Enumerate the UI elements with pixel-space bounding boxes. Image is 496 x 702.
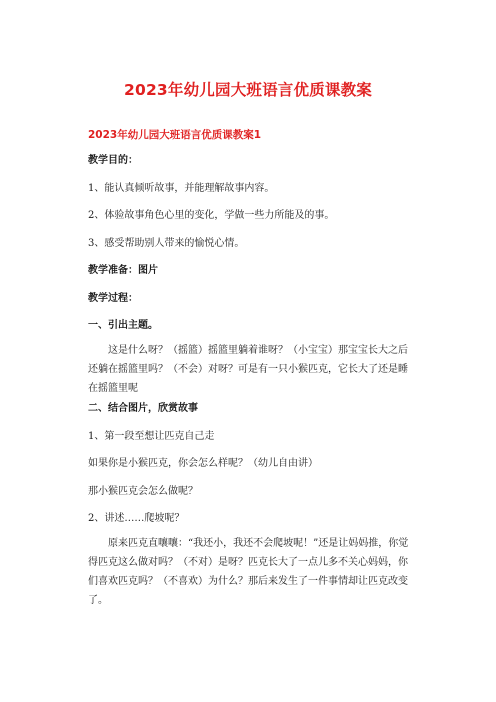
step2-line-3: 那小猴匹克会怎么做呢？ <box>88 486 198 497</box>
step2-line-2: 如果你是小猴匹克，你会怎么样呢？（幼儿自由讲） <box>88 458 318 469</box>
step1-paragraph: 这是什么呀？（摇篮）摇篮里躺着谁呀？（小宝宝）那宝宝长大之后还躺在摇篮里吗？（不会）对呀？可是有一只小猴匹克，它长大了还是睡在摇篮里呢 <box>88 345 408 394</box>
goal-item-3: 3、感受帮助别人带来的愉悦心情。 <box>88 238 245 249</box>
goals-heading: 教学目的： <box>88 155 138 166</box>
step2-line-1: 1、第一段至想让匹克自己走 <box>88 431 215 442</box>
section-title: 2023年幼儿园大班语言优质课教案1 <box>88 129 262 141</box>
goal-item-1: 1、能认真倾听故事，并能理解故事内容。 <box>88 183 275 194</box>
step1-heading: 一、引出主题。 <box>88 320 158 331</box>
goal-item-2: 2、体验故事角色心里的变化，学做一些力所能及的事。 <box>88 210 335 221</box>
step2-line-4: 2、讲述……爬坡呢？ <box>88 513 185 524</box>
step2-heading: 二、结合图片，欣赏故事 <box>88 403 198 414</box>
final-paragraph: 原来匹克直嚷嚷：“我还小，我还不会爬坡呢！”还是让妈妈推，你觉得匹克这么做对吗？（不对）是呀？匹克长大了一点儿多不关心妈妈，你们喜欢匹克吗？（不喜欢）为什么？那后来发生了一件事情却让匹克改变了。 <box>88 538 409 606</box>
document-title: 2023年幼儿园大班语言优质课教案 <box>123 81 373 99</box>
prep-line: 教学准备：图片 <box>88 265 158 276</box>
process-heading: 教学过程： <box>88 293 138 304</box>
